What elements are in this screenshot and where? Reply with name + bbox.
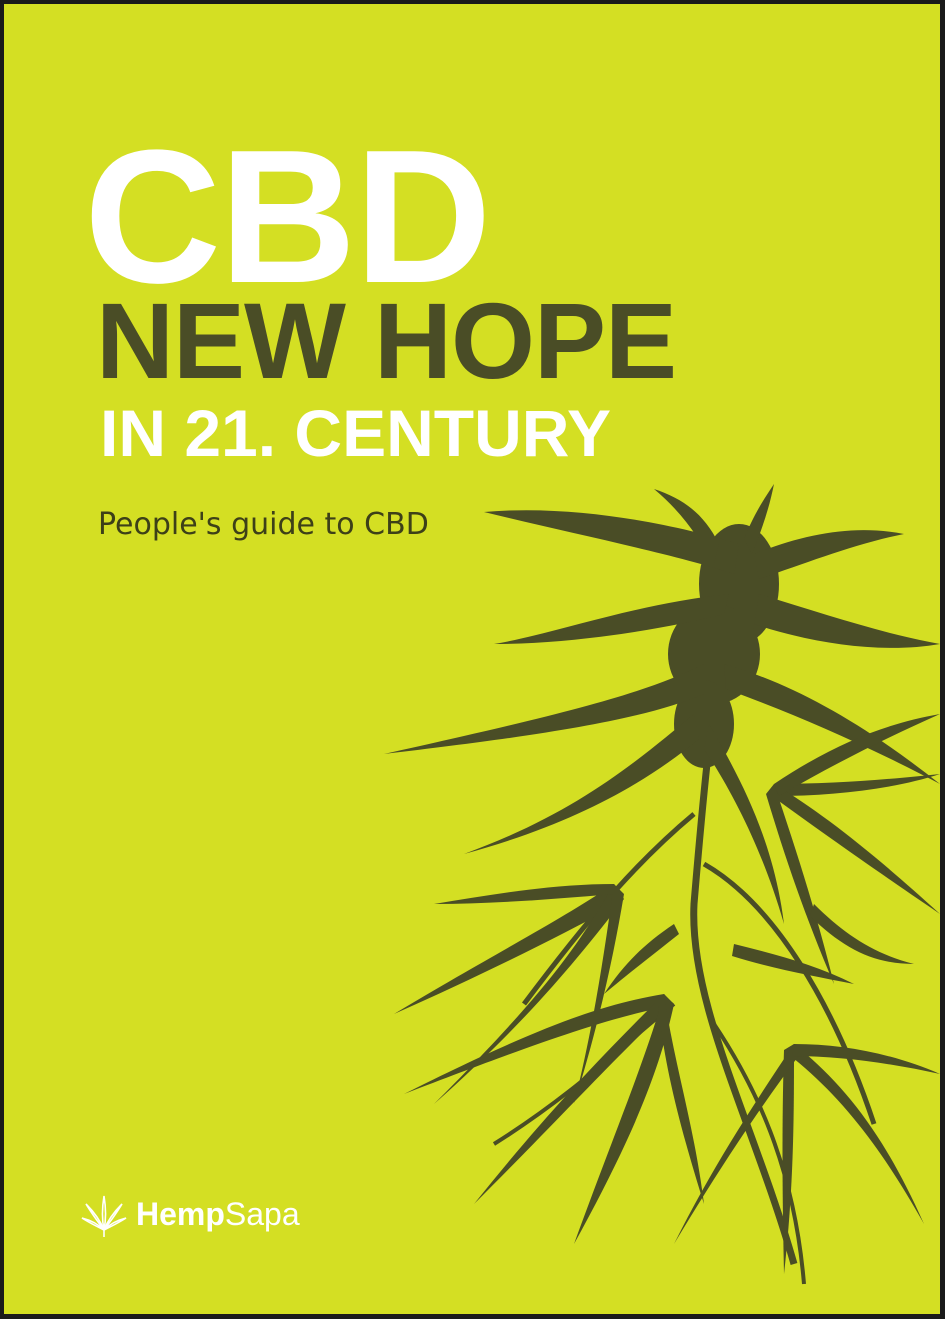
brand-name-regular: Sapa — [224, 1195, 300, 1232]
brand-logo-block — [80, 1190, 300, 1238]
cover-subtitle-line1: NEW HOPE — [96, 280, 677, 401]
brand-name — [136, 1196, 300, 1233]
book-cover — [4, 4, 940, 1314]
cover-title: CBD — [84, 111, 490, 323]
brand-name-bold: Hemp — [136, 1195, 225, 1232]
cover-tagline: People's guide to CBD — [98, 507, 429, 542]
hemp-leaf-logo-icon — [80, 1190, 128, 1238]
cover-subtitle-line2: IN 21. CENTURY — [100, 396, 611, 470]
cannabis-plant-icon — [374, 484, 940, 1314]
